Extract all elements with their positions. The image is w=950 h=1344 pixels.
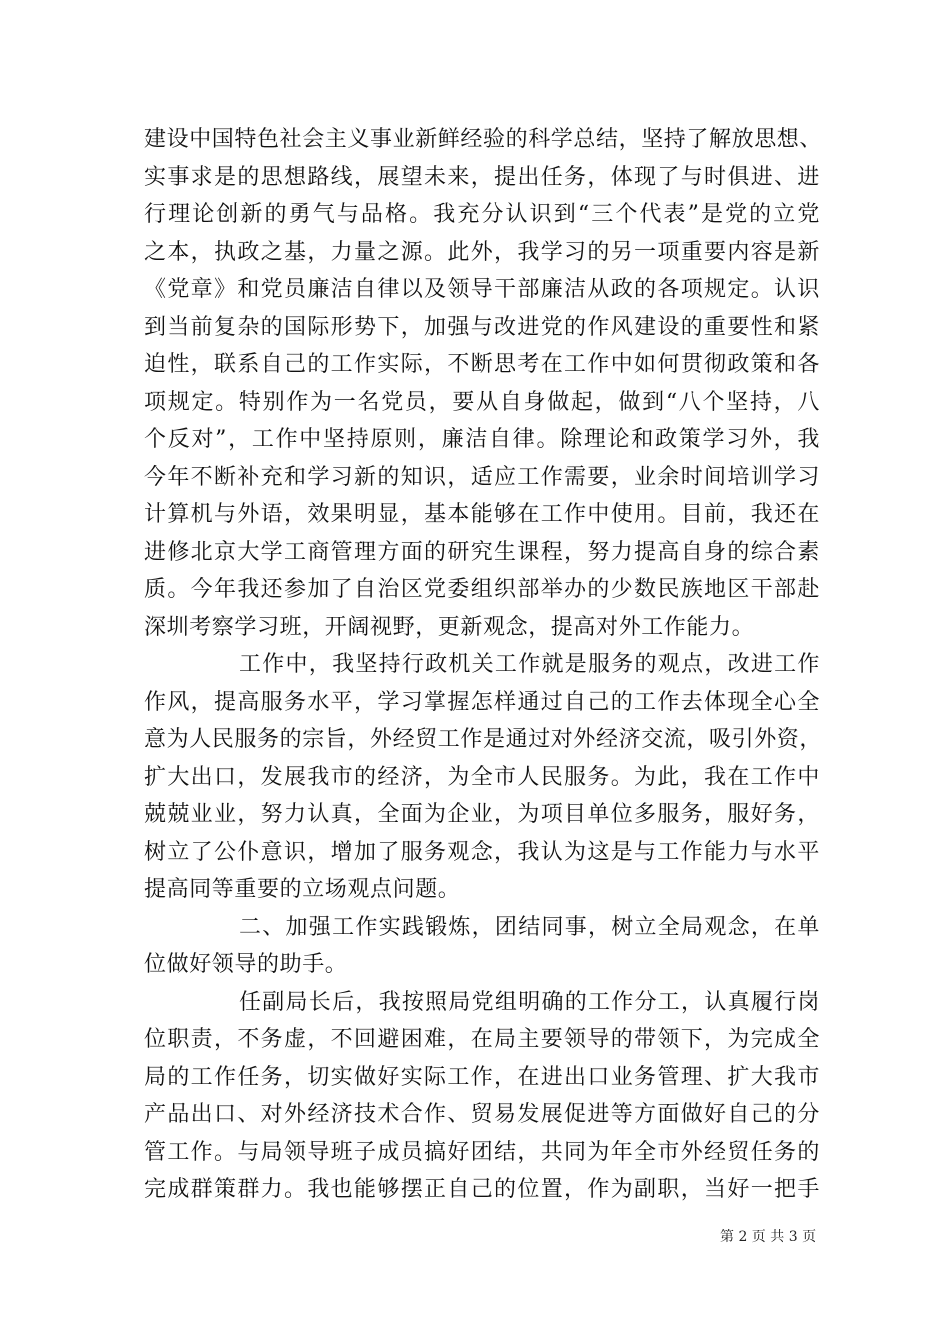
section-heading-line: 二、加强工作实践锻炼，团结同事，树立全局观念，在单	[239, 914, 820, 940]
text-line: 计算机与外语，效果明显，基本能够在工作中使用。目前，我还在	[144, 502, 820, 527]
text-line: 建设中国特色社会主义事业新鲜经验的科学总结，坚持了解放思想、	[144, 127, 823, 152]
paragraph-start-line: 工作中，我坚持行政机关工作就是服务的观点，改进工作	[239, 652, 820, 677]
text-line: 兢兢业业，努力认真，全面为企业，为项目单位多服务，服好务，	[144, 802, 820, 827]
document-body	[144, 121, 823, 1209]
text-line: 产品出口、对外经济技术合作、贸易发展促进等方面做好自己的分	[144, 1102, 820, 1127]
text-line: 完成群策群力。我也能够摆正自己的位置，作为副职，当好一把手	[144, 1177, 820, 1202]
text-line: 扩大出口，发展我市的经济，为全市人民服务。为此，我在工作中	[144, 764, 820, 790]
paragraph-start-line: 任副局长后，我按照局党组明确的工作分工，认真履行岗	[239, 989, 820, 1015]
text-line: 提高同等重要的立场观点问题。	[144, 877, 461, 902]
text-line: 实事求是的思想路线，展望未来，提出任务，体现了与时俱进、进	[144, 164, 820, 190]
text-line: 今年不断补充和学习新的知识，适应工作需要，业余时间培训学习	[144, 464, 820, 490]
text-line: 位职责，不务虚，不回避困难，在局主要领导的带领下，为完成全	[144, 1027, 820, 1052]
text-line: 深圳考察学习班，开阔视野，更新观念，提高对外工作能力。	[144, 614, 755, 640]
text-line: 项规定。特别作为一名党员，要从自身做起，做到“八个坚持，八	[144, 389, 820, 415]
text-line: 管工作。与局领导班子成员搞好团结，共同为年全市外经贸任务的	[144, 1139, 820, 1165]
text-line: 意为人民服务的宗旨，外经贸工作是通过对外经济交流，吸引外资，	[144, 727, 823, 752]
page-number: 第 2 页 共 3 页	[720, 1229, 817, 1245]
text-line: 局的工作任务，切实做好实际工作，在进出口业务管理、扩大我市	[144, 1064, 820, 1090]
text-line: 迫性，联系自己的工作实际，不断思考在工作中如何贯彻政策和各	[144, 352, 820, 377]
text-line: 个反对”，工作中坚持原则，廉洁自律。除理论和政策学习外，我	[144, 427, 820, 452]
section-heading-line: 位做好领导的助手。	[144, 952, 348, 977]
text-line: 到当前复杂的国际形势下，加强与改进党的作风建设的重要性和紧	[144, 314, 820, 340]
text-line: 质。今年我还参加了自治区党委组织部举办的少数民族地区干部赴	[144, 577, 820, 602]
text-line: 树立了公仆意识，增加了服务观念，我认为这是与工作能力与水平	[144, 839, 820, 865]
text-line: 行理论创新的勇气与品格。我充分认识到“三个代表”是党的立党	[144, 202, 820, 227]
text-line: 《党章》和党员廉洁自律以及领导干部廉洁从政的各项规定。认识	[144, 277, 820, 302]
text-line: 进修北京大学工商管理方面的研究生课程，努力提高自身的综合素	[144, 539, 820, 565]
text-line: 作风，提高服务水平，学习掌握怎样通过自己的工作去体现全心全	[144, 689, 820, 715]
text-line: 之本，执政之基，力量之源。此外，我学习的另一项重要内容是新	[144, 239, 820, 265]
